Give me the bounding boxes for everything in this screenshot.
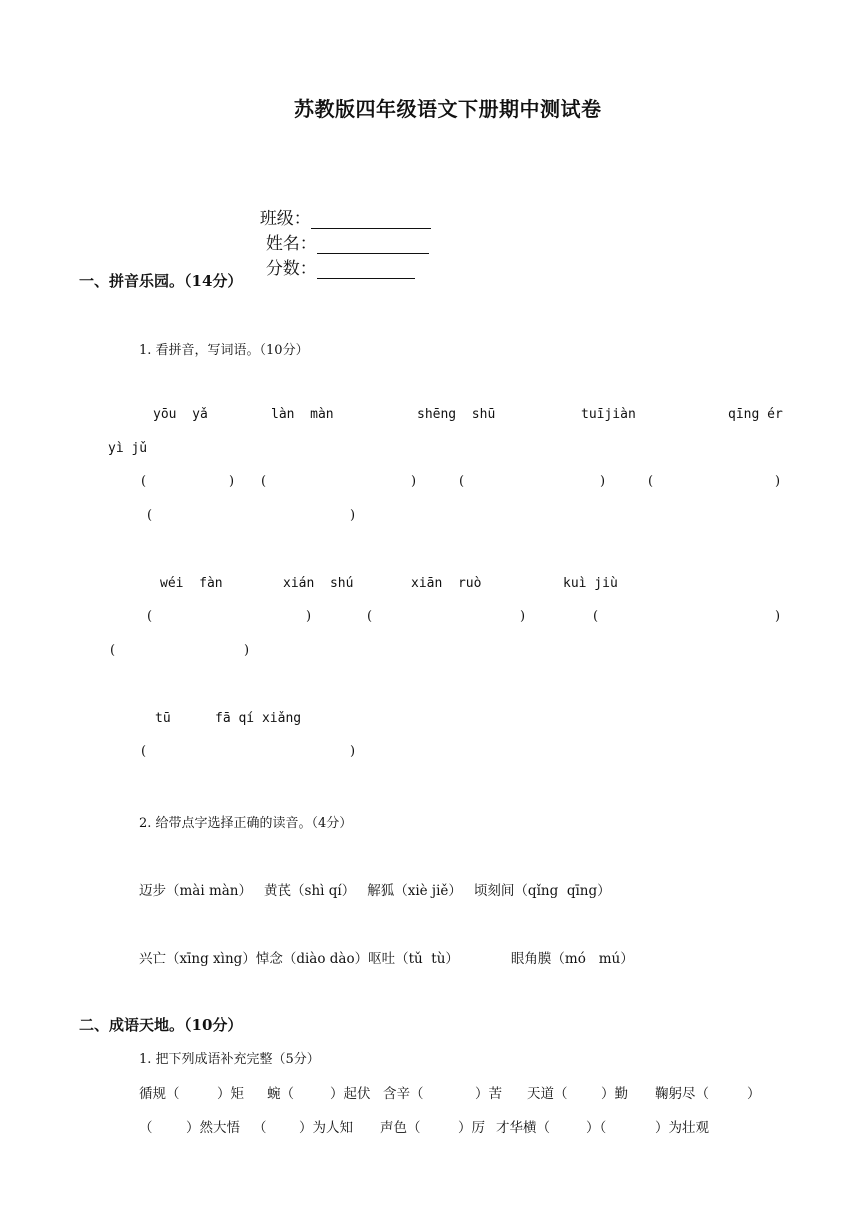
idiom-fragment: 循规（: [139, 1086, 180, 1102]
idiom-fragment: ）为壮观: [655, 1120, 709, 1136]
pinyin-item: qīng ér: [728, 407, 783, 422]
answer-blank-close: ): [244, 643, 250, 658]
pinyin-item: kuì jiù: [563, 576, 618, 591]
pinyin-item: fā qí xiǎng: [215, 711, 302, 726]
idiom-fragment: 鞠躬尽（: [655, 1086, 709, 1102]
idiom-fragment: ）勤: [601, 1086, 628, 1102]
answer-blank-open: (: [261, 474, 267, 489]
answer-blank-close: ): [350, 744, 356, 759]
answer-blank-close: ): [411, 474, 417, 489]
idiom-fragment: ）（: [586, 1120, 607, 1136]
answer-blank-open: (: [110, 643, 116, 658]
answer-blank-open: (: [147, 508, 153, 523]
name-blank[interactable]: [317, 235, 429, 254]
reading-item: 兴亡（xīng xìng）: [139, 951, 256, 967]
reading-item: 顷刻间（qǐng qīng）: [473, 883, 611, 899]
idiom-fragment: ）厉: [458, 1120, 485, 1136]
idiom-fragment: 天道（: [527, 1086, 568, 1102]
answer-blank-close: ): [350, 508, 356, 523]
answer-blank-close: ): [775, 609, 781, 624]
score-label: 分数：: [265, 259, 317, 279]
idiom-fragment: 声色（: [380, 1120, 421, 1136]
pinyin-item: xián shú: [283, 576, 354, 591]
pinyin-item: làn màn: [271, 407, 334, 422]
question-1-1-label: 1. 看拼音，写词语。（10分）: [139, 343, 309, 358]
idiom-fragment: ）起伏: [330, 1086, 371, 1102]
idiom-fragment: 蜿（: [267, 1086, 294, 1102]
class-blank[interactable]: [311, 210, 431, 229]
reading-item: 眼角膜（mó mú）: [510, 951, 634, 967]
answer-blank-close: ): [600, 474, 606, 489]
pinyin-item: xiān ruò: [411, 576, 482, 591]
idiom-fragment: 含辛（: [383, 1086, 424, 1102]
name-label: 姓名：: [265, 234, 317, 254]
section-2-heading: 二、成语天地。（10分）: [79, 1016, 243, 1034]
answer-blank-open: (: [367, 609, 373, 624]
answer-blank-open: (: [648, 474, 654, 489]
idiom-fragment: （: [139, 1120, 153, 1136]
idiom-fragment: ）苦: [475, 1086, 502, 1102]
pinyin-item: tuījiàn: [581, 407, 636, 422]
answer-blank-close: ): [775, 474, 781, 489]
reading-item: 呕吐（tǔ tù）: [368, 951, 459, 967]
answer-blank-open: (: [459, 474, 465, 489]
answer-blank-open: (: [593, 609, 599, 624]
header-fields: [249, 184, 431, 279]
reading-item: 迈步（mài màn）: [139, 883, 253, 899]
answer-blank-close: ): [306, 609, 312, 624]
idiom-fragment: ）然大悟: [186, 1120, 240, 1136]
answer-blank-open: (: [147, 609, 153, 624]
reading-item: 黄芪（shì qí）: [264, 883, 356, 899]
reading-item: 悼念（diào dào）: [255, 951, 369, 967]
idiom-fragment: ）为人知: [299, 1120, 353, 1136]
reading-line-1: [139, 879, 611, 899]
idiom-fragment: （: [253, 1120, 267, 1136]
page-title: 苏教版四年级语文下册期中测试卷: [294, 97, 602, 121]
idiom-fragment: ）: [747, 1086, 761, 1102]
answer-blank-close: ): [229, 474, 235, 489]
reading-line-2: [139, 947, 634, 967]
pinyin-item: yì jǔ: [108, 441, 148, 456]
answer-blank-open: (: [141, 744, 147, 759]
answer-blank-open: (: [141, 474, 147, 489]
class-label: 班级：: [259, 209, 311, 229]
pinyin-item: tū: [155, 711, 171, 726]
section-1-heading: 一、拼音乐园。（14分）: [79, 272, 243, 290]
question-2-1-label: 1. 把下列成语补充完整（5分）: [139, 1052, 320, 1067]
answer-blank-close: ): [520, 609, 526, 624]
reading-item: 解狐（xiè jiě）: [367, 883, 462, 899]
idiom-fragment: 才华横（: [496, 1120, 550, 1136]
idiom-fragment: ）矩: [217, 1086, 244, 1102]
question-1-2-label: 2. 给带点字选择正确的读音。（4分）: [139, 816, 353, 831]
pinyin-item: shēng shū: [417, 407, 496, 422]
pinyin-item: yōu yǎ: [153, 407, 208, 422]
pinyin-item: wéi fàn: [160, 576, 223, 591]
score-blank[interactable]: [317, 260, 415, 279]
